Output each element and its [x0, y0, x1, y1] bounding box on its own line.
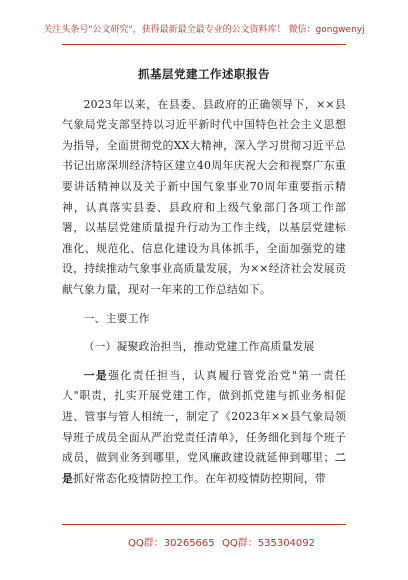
- footer-divider: [62, 524, 346, 525]
- section-heading: 一、主要工作: [83, 311, 150, 325]
- item-lead-1: 一是: [83, 368, 109, 382]
- item-text-2: 抓好常态化疫情防控工作。在年初疫情防控期间，带: [73, 471, 326, 485]
- item-text-1: 强化责任担当，认真履行管党治党"第一责任人"职责，扎实开展党建工作，做到抓党建与抓业务相促进、管事与管人相统一，制定了《2023年××县气象局领导班子成员全面从严治党责任清单》，任务细化到每个班子成员，做到业务到哪里，党风廉政建设就延伸到哪里；: [62, 368, 346, 465]
- subsection-heading: （一）凝聚政治担当，推动党建工作高质量发展: [83, 340, 315, 354]
- footer-qq-group-2: QQ群：535304092: [222, 538, 316, 549]
- intro-paragraph: 2023年以来，在县委、县政府的正确领导下，××县气象局党支部坚持以习近平新时代中国特色社会主义思想为指导，全面贯彻党的XX大精神，深入学习贯彻习近平总书记出席深圳经济特区建立40周年庆祝大会和视察广东重要讲话精神以及关于新中国气象事业70周年重要指示精神，认真落实县委、县政府和上级气象部门各项工作部署，以基层党建质量提升行动为工作主线，以基层党建标准化、规范化、信息化建设为具体抓手，全面加强党的建设，持续推动气象事业高质量发展，为××经济社会发展贡献气象力量，现对一年来的工作总结如下。: [62, 97, 346, 296]
- header-divider: [62, 44, 346, 45]
- document-body: [62, 64, 346, 489]
- item-paragraph-1: [62, 366, 346, 490]
- document-title: 抓基层党建工作述职报告: [138, 67, 270, 81]
- header-banner: 关注头条号"公文研究"，获得最新最全最专业的公文资料库！ 微信：gongwenyj: [43, 25, 365, 35]
- item-lead-2: 二是: [62, 451, 346, 485]
- footer-qq-group-1: QQ群：30265665: [128, 538, 215, 549]
